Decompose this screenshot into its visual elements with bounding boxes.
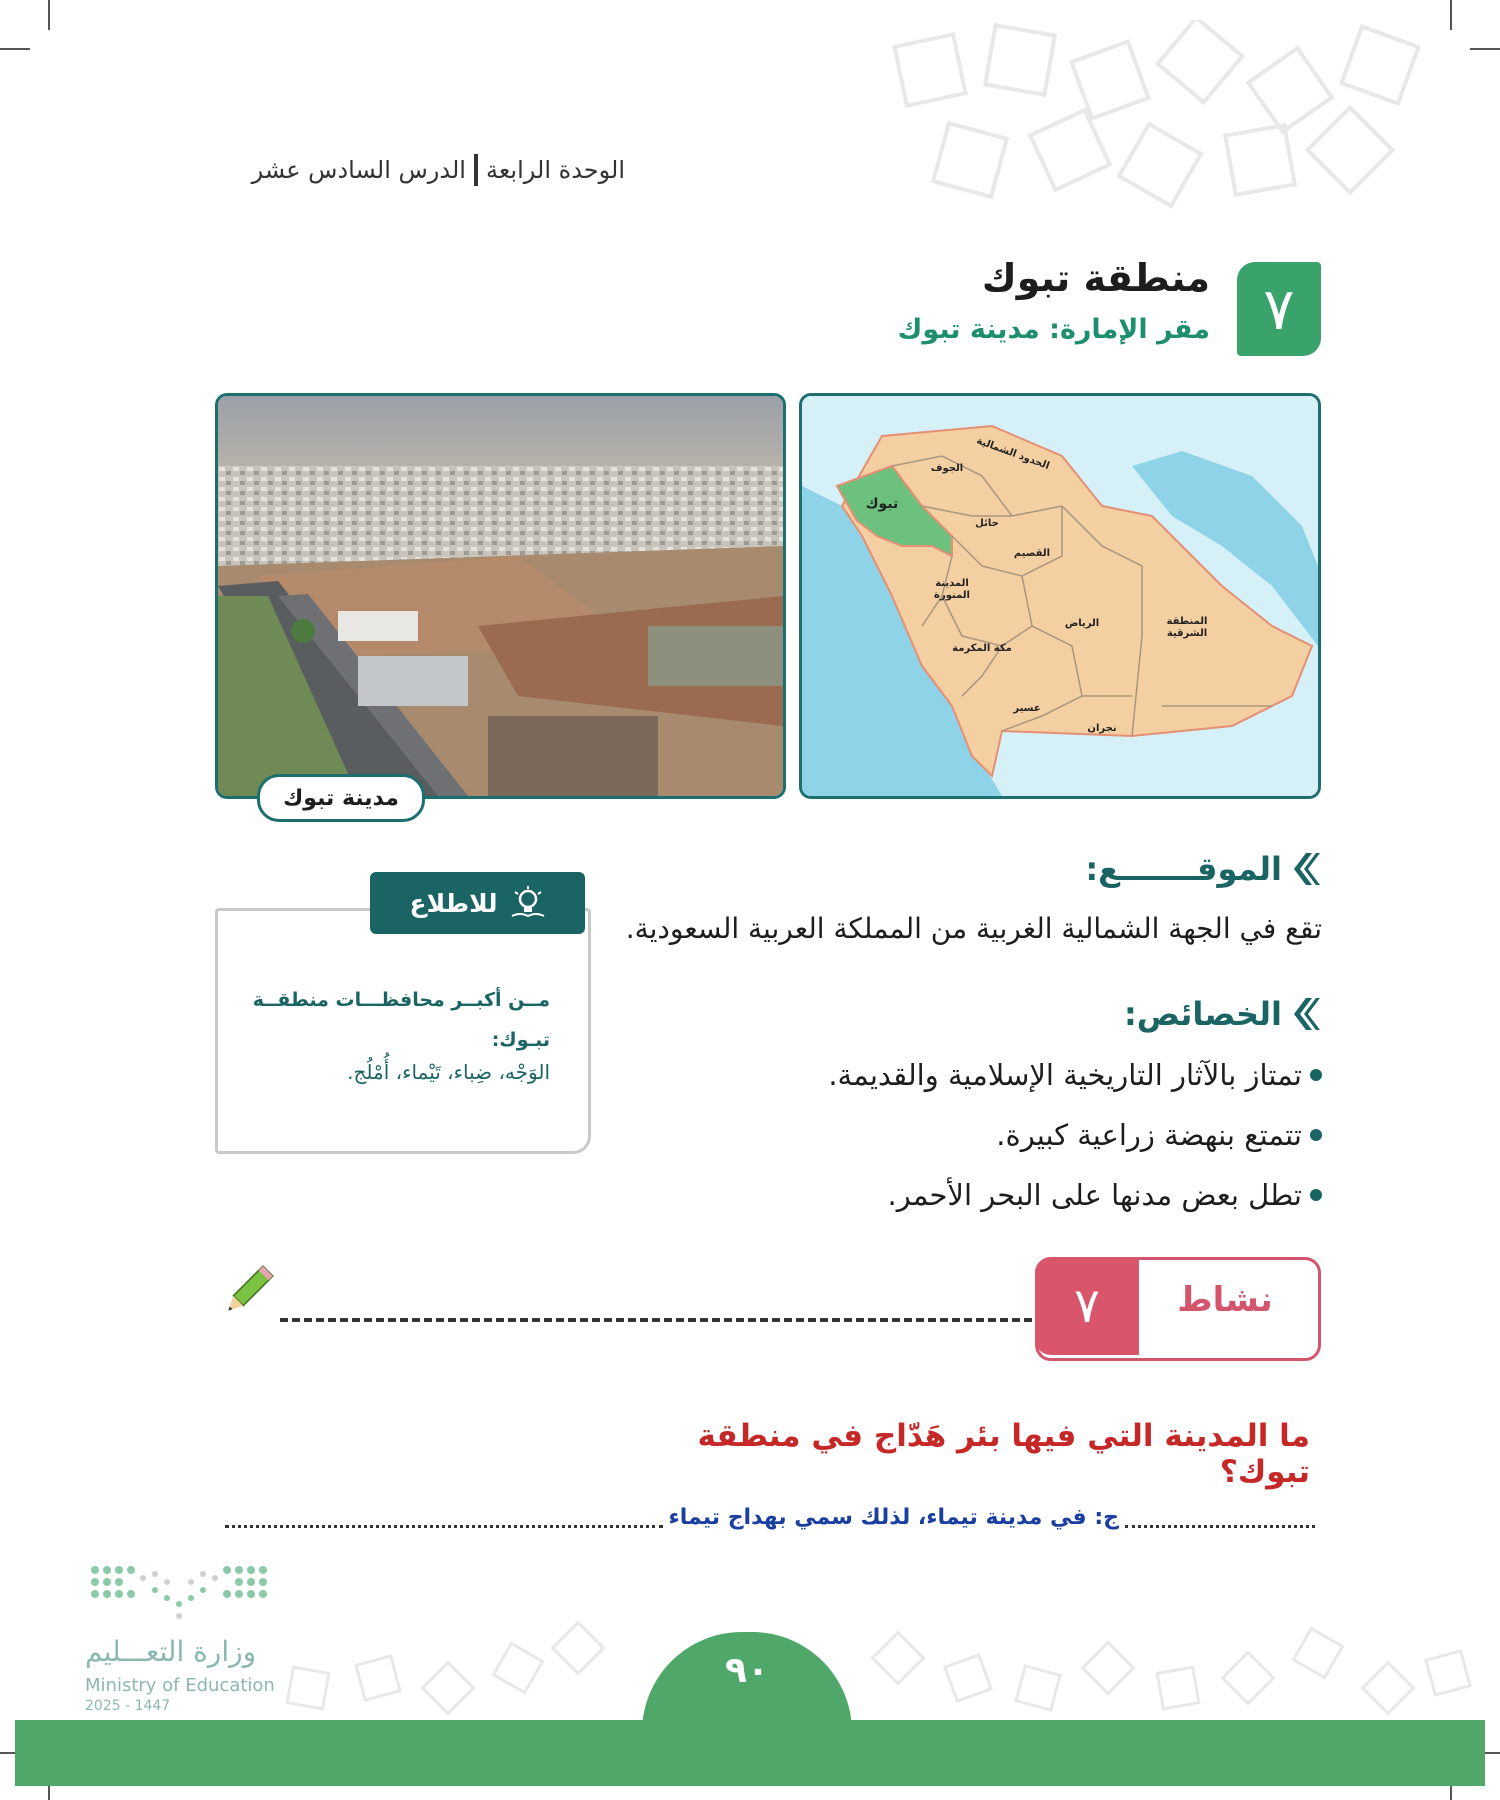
activity-label: نشاط bbox=[1177, 1280, 1273, 1320]
lesson-header bbox=[215, 150, 625, 190]
info-box-tab-label: للاطلاع bbox=[409, 888, 498, 918]
map-label-eastern-1: المنطقة bbox=[1166, 616, 1208, 627]
bullet-icon bbox=[1310, 1189, 1322, 1201]
list-item bbox=[640, 1178, 1322, 1212]
ministry-name-arabic: وزارة التعـــليم bbox=[85, 1635, 257, 1668]
location-heading-label: الموقـــــــع: bbox=[1085, 850, 1282, 888]
dashed-divider bbox=[280, 1318, 1032, 1322]
map-graphic bbox=[802, 396, 1318, 796]
location-heading bbox=[900, 850, 1320, 888]
dotted-line bbox=[1125, 1507, 1315, 1528]
list-item-text: تمتاز بالآثار التاريخية الإسلامية والقديمة. bbox=[828, 1058, 1302, 1092]
saudi-regions-map bbox=[799, 393, 1321, 799]
page-number: ٩٠ bbox=[725, 1650, 769, 1691]
lesson-label: الدرس السادس عشر bbox=[251, 156, 466, 184]
answer-text: ج: في مدينة تيماء، لذلك سمي بهداج تيماء bbox=[668, 1504, 1119, 1530]
bullet-icon bbox=[1310, 1129, 1322, 1141]
map-label-hail: حائل bbox=[975, 518, 999, 529]
crop-mark bbox=[0, 48, 30, 50]
region-title: منطقة تبوك bbox=[981, 256, 1210, 300]
properties-heading bbox=[900, 995, 1320, 1033]
crop-mark bbox=[48, 0, 50, 30]
ministry-name-english: Ministry of Education bbox=[85, 1675, 275, 1696]
info-box-text: مــن أكبــر محافظـــات منطقــة تبـوك: bbox=[252, 989, 550, 1051]
map-label-northern: الحدود الشمالية bbox=[974, 435, 1051, 472]
location-text: تقع في الجهة الشمالية الغربية من المملكة العربية السعودية. bbox=[625, 912, 1322, 945]
list-item-text: تتمتع بنهضة زراعية كبيرة. bbox=[996, 1118, 1302, 1152]
map-label-asir: عسير bbox=[1013, 703, 1041, 714]
map-label-madinah-1: المدينة bbox=[935, 578, 969, 589]
map-label-madinah-2: المنورة bbox=[934, 590, 970, 601]
crop-mark bbox=[1470, 48, 1500, 50]
dotted-line bbox=[225, 1507, 663, 1528]
map-label-qassim: القصيم bbox=[1013, 548, 1051, 559]
info-box-governorates: الوَجْه، ضِباء، تَيْماء، أُمْلُج. bbox=[347, 1060, 550, 1084]
list-item-text: تطل بعض مدنها على البحر الأحمر. bbox=[887, 1178, 1302, 1212]
answer-line bbox=[225, 1500, 1315, 1534]
chevron-icon bbox=[1292, 996, 1320, 1032]
ministry-logo-icon bbox=[85, 1560, 275, 1628]
chevron-icon bbox=[1292, 851, 1320, 887]
list-item bbox=[640, 1118, 1322, 1152]
map-label-makkah: مكة المكرمة bbox=[952, 643, 1012, 654]
bullet-icon bbox=[1310, 1069, 1322, 1081]
edition-year: 2025 - 1447 bbox=[85, 1698, 171, 1714]
map-label-tabuk: تبوك bbox=[865, 496, 899, 512]
pencil-icon bbox=[215, 1262, 277, 1324]
city-photo bbox=[215, 393, 786, 799]
lightbulb-icon bbox=[510, 886, 546, 920]
photo-caption: مدينة تبوك bbox=[257, 774, 425, 822]
map-label-eastern-2: الشرقية bbox=[1166, 628, 1208, 639]
region-number-badge: ٧ bbox=[1237, 262, 1321, 356]
unit-label: الوحدة الرابعة bbox=[485, 156, 625, 184]
question: ما المدينة التي فيها بئر هَدّاج في منطقة تبوك؟ bbox=[697, 1418, 1310, 1490]
region-capital: مقر الإمارة: مدينة تبوك bbox=[897, 314, 1210, 345]
map-label-jouf: الجوف bbox=[930, 463, 964, 474]
activity-number: ٧ bbox=[1035, 1257, 1139, 1355]
properties-heading-label: الخصائص: bbox=[1123, 995, 1282, 1033]
crop-mark bbox=[1450, 0, 1452, 30]
list-item bbox=[640, 1058, 1322, 1092]
city-photo-image bbox=[218, 396, 783, 796]
header-separator bbox=[474, 154, 478, 186]
info-box-tab bbox=[370, 872, 585, 934]
map-label-najran: نجران bbox=[1087, 723, 1117, 734]
decorative-pattern bbox=[880, 20, 1440, 220]
map-label-riyadh: الرياض bbox=[1064, 618, 1100, 629]
